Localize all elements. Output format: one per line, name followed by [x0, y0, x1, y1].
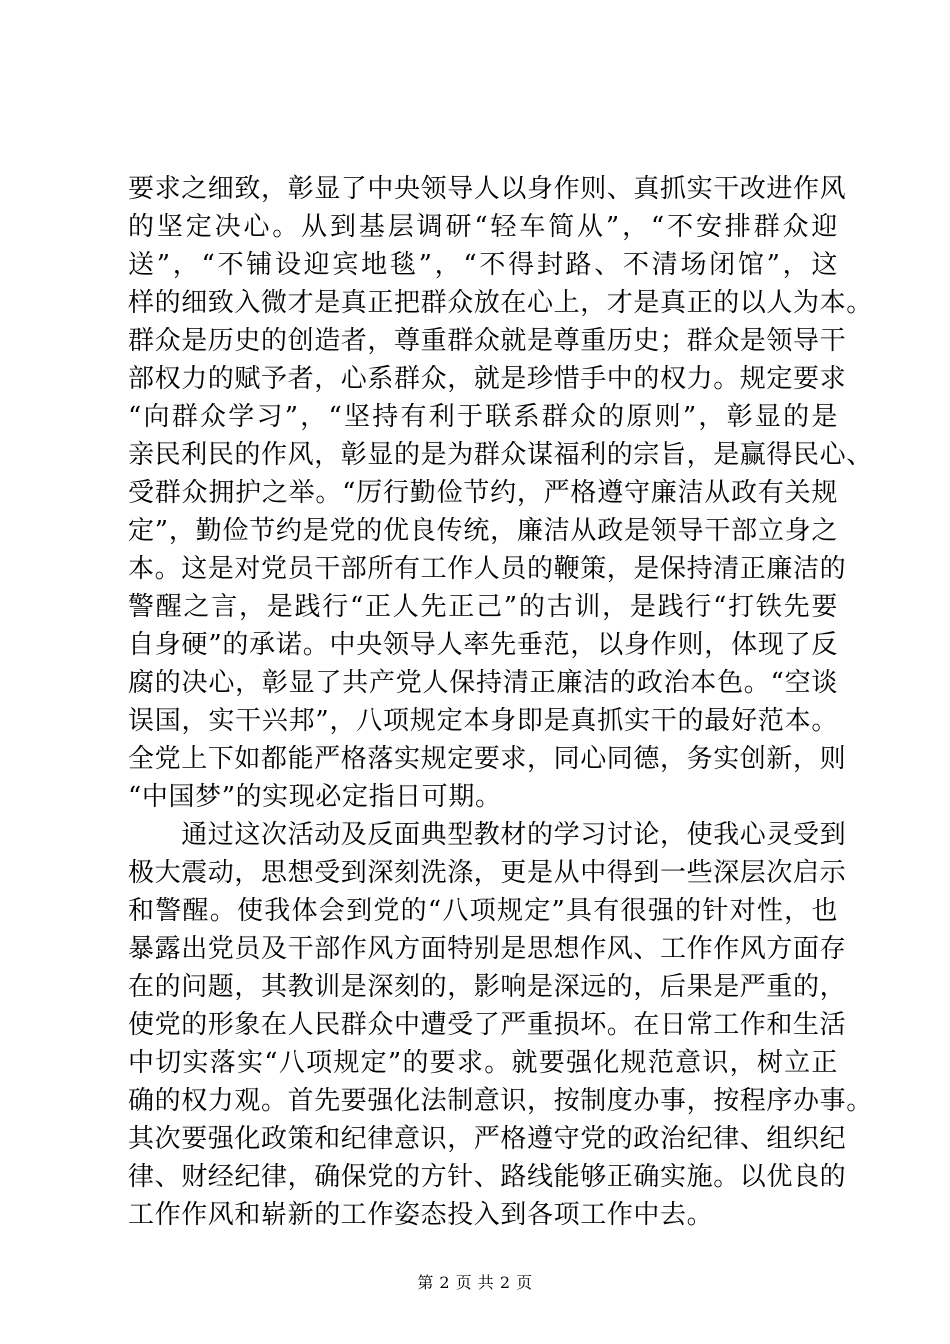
text-line: 律、财经纪律，确保党的方针、路线能够正确实施。以优良的 — [128, 1162, 847, 1192]
text-line: 确的权力观。首先要强化法制意识，按制度办事，按程序办事。 — [128, 1086, 873, 1116]
text-line: 腐的决心，彰显了共产党人保持清正廉洁的政治本色。“空谈 — [128, 668, 838, 698]
text-line: 部权力的赋予者，心系群众，就是珍惜手中的权力。规定要求 — [128, 364, 847, 394]
text-line: 极大震动，思想受到深刻洗涤，更是从中得到一些深层次启示 — [128, 858, 847, 888]
text-line: 和警醒。使我体会到党的“八项规定”具有很强的针对性，也 — [128, 896, 838, 926]
text-line: “中国梦”的实现必定指日可期。 — [128, 782, 502, 812]
text-line: 样的细致入微才是真正把群众放在心上，才是真正的以人为本。 — [128, 288, 873, 318]
text-line: 在的问题，其教训是深刻的，影响是深远的，后果是严重的， — [128, 972, 847, 1002]
text-line: 的坚定决心。从到基层调研“轻车简从”，“不安排群众迎 — [128, 212, 838, 242]
text-line: 全党上下如都能严格落实规定要求，同心同德，务实创新，则 — [128, 744, 847, 774]
page-footer: 第 2 页 共 2 页 — [417, 1273, 533, 1292]
text-line: 使党的形象在人民群众中遭受了严重损坏。在日常工作和生活 — [128, 1010, 847, 1040]
text-line: 暴露出党员及干部作风方面特别是思想作风、工作作风方面存 — [128, 934, 847, 964]
body-text — [128, 170, 873, 1234]
text-line: “向群众学习”，“坚持有利于联系群众的原则”，彰显的是 — [128, 402, 838, 432]
text-line: 通过这次活动及反面典型教材的学习讨论，使我心灵受到 — [128, 820, 847, 850]
text-line: 受群众拥护之举。“厉行勤俭节约，严格遵守廉洁从政有关规 — [128, 478, 838, 508]
text-line: 要求之细致，彰显了中央领导人以身作则、真抓实干改进作风 — [128, 174, 847, 204]
text-line: 中切实落实“八项规定”的要求。就要强化规范意识，树立正 — [128, 1048, 838, 1078]
text-line: 亲民利民的作风，彰显的是为群众谋福利的宗旨，是赢得民心、 — [128, 440, 873, 470]
text-line: 自身硬”的承诺。中央领导人率先垂范，以身作则，体现了反 — [128, 630, 838, 660]
text-line: 警醒之言，是践行“正人先正己”的古训，是践行“打铁先要 — [128, 592, 838, 622]
text-line: 定”，勤俭节约是党的优良传统，廉洁从政是领导干部立身之 — [128, 516, 838, 546]
text-line: 送”，“不铺设迎宾地毯”，“不得封路、不清场闭馆”，这 — [128, 250, 838, 280]
text-line: 群众是历史的创造者，尊重群众就是尊重历史；群众是领导干 — [128, 326, 847, 356]
text-line: 误国，实干兴邦”，八项规定本身即是真抓实干的最好范本。 — [128, 706, 838, 736]
text-line: 其次要强化政策和纪律意识，严格遵守党的政治纪律、组织纪 — [128, 1124, 847, 1154]
text-line: 工作作风和崭新的工作姿态投入到各项工作中去。 — [128, 1200, 714, 1230]
text-line: 本。这是对党员干部所有工作人员的鞭策，是保持清正廉洁的 — [128, 554, 847, 584]
